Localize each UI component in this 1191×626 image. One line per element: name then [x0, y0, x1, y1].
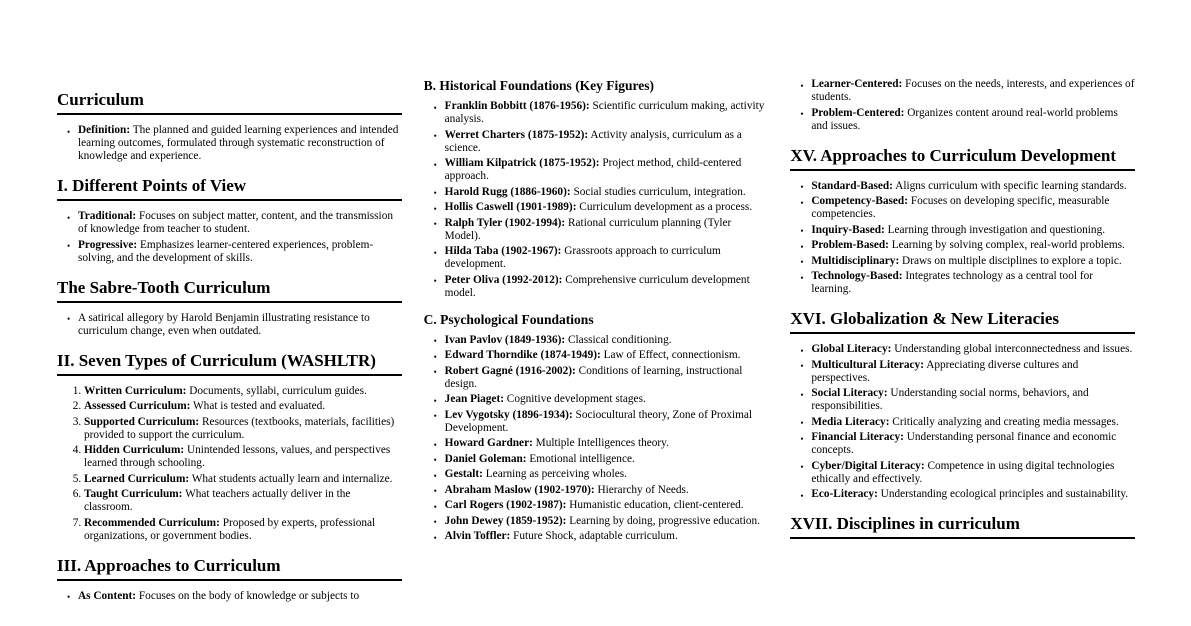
list-item-term: Learned Curriculum: — [84, 472, 190, 485]
list-item: • Learner-Centered: Focuses on the needs, interests, and experiences of students. — [811, 78, 1135, 104]
list-item-term: Progressive: — [78, 238, 138, 251]
list-item: 3. Supported Curriculum: Resources (textbooks, materials, facilities) provided to support the curriculum. — [84, 416, 402, 442]
numbered-list — [57, 385, 402, 543]
section-heading: B. Historical Foundations (Key Figures) — [423, 78, 655, 93]
list-item-term: Daniel Goleman: — [444, 452, 527, 465]
list-item-term: Media Literacy: — [811, 415, 890, 428]
list-item: • Howard Gardner: Multiple Intelligences theory. — [445, 437, 769, 450]
list-item: • Standard-Based: Aligns curriculum with specific learning standards. — [811, 180, 1135, 193]
list-item: • Media Literacy: Critically analyzing and creating media messages. — [811, 416, 1135, 429]
list-item-term: Problem-Based: — [811, 239, 889, 251]
section-heading: XVI. Globalization & New Literacies — [790, 309, 1135, 334]
list-item-term: Problem-Centered: — [811, 106, 905, 119]
list-item-term: Ivan Pavlov (1849-1936): — [444, 333, 566, 346]
list-item: • Problem-Based: Learning by solving complex, real-world problems. — [811, 239, 1135, 252]
list-item-term: Assessed Curriculum: — [84, 400, 191, 412]
list-item: • Carl Rogers (1902-1987): Humanistic education, client-centered. — [445, 499, 769, 512]
list-item-term: Edward Thorndike (1874-1949): — [444, 349, 601, 361]
list-item-term: Lev Vygotsky (1896-1934): — [444, 408, 573, 421]
section-heading: I. Different Points of View — [57, 176, 402, 201]
list-item-term: Supported Curriculum: — [84, 415, 200, 428]
bullet-list — [57, 312, 402, 338]
list-item: • Harold Rugg (1886-1960): Social studies curriculum, integration. — [445, 186, 769, 199]
list-item-term: Financial Literacy: — [811, 431, 904, 443]
list-item: • William Kilpatrick (1875-1952): Project method, child-centered approach. — [445, 157, 769, 183]
column-1 — [57, 78, 402, 626]
list-item: • Cyber/Digital Literacy: Competence in using digital technologies ethically and effectively. — [811, 460, 1135, 486]
list-item: • Multidisciplinary: Draws on multiple disciplines to explore a topic. — [811, 255, 1135, 268]
list-item: • Franklin Bobbitt (1876-1956): Scientific curriculum making, activity analysis. — [445, 100, 769, 126]
list-item: • Gestalt: Learning as perceiving wholes. — [445, 468, 769, 481]
list-item-term: Multidisciplinary: — [811, 254, 900, 267]
list-item-term: Learner-Centered: — [811, 78, 903, 90]
list-item-term: Carl Rogers (1902-1987): — [444, 499, 567, 511]
list-item: • Traditional: Focuses on subject matter, content, and the transmission of knowledge from teacher to student. — [78, 210, 402, 236]
list-item-term: Robert Gagné (1916-2002): — [444, 364, 576, 377]
list-item-term: Jean Piaget: — [444, 393, 504, 405]
list-item-term: Written Curriculum: — [84, 384, 187, 397]
list-item: • Global Literacy: Understanding global interconnectedness and issues. — [811, 343, 1135, 356]
list-item-term: Cyber/Digital Literacy: — [811, 459, 925, 472]
list-item: • Inquiry-Based: Learning through investigation and questioning. — [811, 224, 1135, 237]
list-item-term: Hilda Taba (1902-1967): — [444, 245, 562, 257]
list-item-term: Global Literacy: — [811, 343, 892, 355]
list-item: 4. Hidden Curriculum: Unintended lessons, values, and perspectives learned through schooling. — [84, 444, 402, 470]
list-item-term: Recommended Curriculum: — [84, 516, 220, 529]
list-item: • Definition: The planned and guided learning experiences and intended learning outcomes, formulated through systematic reconstruction of knowledge and experience. — [78, 124, 402, 163]
section-heading: The Sabre-Tooth Curriculum — [57, 278, 402, 303]
list-item: • Hollis Caswell (1901-1989): Curriculum development as a process. — [445, 201, 769, 214]
list-item-term: Multicultural Literacy: — [811, 358, 924, 371]
list-item-term: Standard-Based: — [811, 179, 893, 192]
list-item-term: Werret Charters (1875-1952): — [444, 128, 589, 141]
section-heading: II. Seven Types of Curriculum (WASHLTR) — [57, 351, 402, 376]
section-heading: III. Approaches to Curriculum — [57, 556, 402, 581]
bullet-list — [424, 100, 769, 300]
list-item: • Hilda Taba (1902-1967): Grassroots approach to curriculum development. — [445, 245, 769, 271]
list-item: • Problem-Centered: Organizes content around real-world problems and issues. — [811, 107, 1135, 133]
list-item-term: Franklin Bobbitt (1876-1956): — [444, 100, 590, 112]
list-item-term: Howard Gardner: — [444, 437, 533, 449]
bullet-list — [424, 334, 769, 544]
list-item: 5. Learned Curriculum: What students actually learn and internalize. — [84, 473, 402, 486]
list-item: • Jean Piaget: Cognitive development stages. — [445, 393, 769, 406]
list-item-term: As Content: — [78, 589, 137, 602]
list-item: • Social Literacy: Understanding social norms, behaviors, and responsibilities. — [811, 387, 1135, 413]
list-item-term: Competency-Based: — [811, 195, 908, 207]
list-item: • Progressive: Emphasizes learner-centered experiences, problem-solving, and the development of skills. — [78, 239, 402, 265]
list-item: 6. Taught Curriculum: What teachers actually deliver in the classroom. — [84, 488, 402, 514]
list-item-term: Ralph Tyler (1902-1994): — [444, 216, 566, 229]
list-item: 2. Assessed Curriculum: What is tested and evaluated. — [84, 400, 402, 413]
list-item-term: Hollis Caswell (1901-1989): — [444, 201, 577, 213]
list-item: • A satirical allegory by Harold Benjamin illustrating resistance to curriculum change, even when outdated. — [78, 312, 402, 338]
list-item: • As Content: Focuses on the body of knowledge or subjects to — [78, 590, 402, 603]
list-item-term: Harold Rugg (1886-1960): — [444, 185, 571, 198]
list-item: 1. Written Curriculum: Documents, syllabi, curriculum guides. — [84, 385, 402, 398]
list-item: • Abraham Maslow (1902-1970): Hierarchy of Needs. — [445, 484, 769, 497]
bullet-list — [57, 590, 402, 603]
list-item-term: William Kilpatrick (1875-1952): — [444, 157, 600, 169]
list-item: • Lev Vygotsky (1896-1934): Sociocultural theory, Zone of Proximal Development. — [445, 409, 769, 435]
list-item-term: Technology-Based: — [811, 270, 903, 282]
list-item-term: Peter Oliva (1992-2012): — [444, 273, 563, 286]
list-item: • Multicultural Literacy: Appreciating diverse cultures and perspectives. — [811, 359, 1135, 385]
list-item: • Ralph Tyler (1902-1994): Rational curriculum planning (Tyler Model). — [445, 217, 769, 243]
section-heading: XV. Approaches to Curriculum Development — [790, 146, 1135, 171]
list-item: • Werret Charters (1875-1952): Activity analysis, curriculum as a science. — [445, 129, 769, 155]
list-item-term: Gestalt: — [444, 468, 483, 480]
bullet-list — [57, 124, 402, 163]
list-item: • Daniel Goleman: Emotional intelligence. — [445, 453, 769, 466]
list-item-term: Definition: — [78, 124, 131, 136]
column-2 — [424, 78, 769, 626]
column-3 — [790, 78, 1135, 626]
list-item: 7. Recommended Curriculum: Proposed by experts, professional organizations, or government bodies. — [84, 517, 402, 543]
section-heading: C. Psychological Foundations — [423, 311, 594, 327]
list-item: • Robert Gagné (1916-2002): Conditions of learning, instructional design. — [445, 365, 769, 391]
list-item: • Financial Literacy: Understanding personal finance and economic concepts. — [811, 431, 1135, 457]
list-item: • John Dewey (1859-1952): Learning by doing, progressive education. — [445, 515, 769, 528]
list-item: • Peter Oliva (1992-2012): Comprehensive curriculum development model. — [445, 274, 769, 300]
list-item-term: John Dewey (1859-1952): — [444, 514, 567, 527]
bullet-list — [790, 180, 1135, 297]
bullet-list — [790, 78, 1135, 133]
list-item-term: Hidden Curriculum: — [84, 444, 185, 456]
list-item: • Technology-Based: Integrates technology as a central tool for learning. — [811, 270, 1135, 296]
section-heading: Curriculum — [57, 90, 402, 115]
section-heading: XVII. Disciplines in curriculum — [790, 514, 1135, 539]
list-item-term: Social Literacy: — [811, 387, 888, 399]
list-item: • Eco-Literacy: Understanding ecological principles and sustainability. — [811, 488, 1135, 501]
list-item-term: Inquiry-Based: — [811, 223, 885, 236]
bullet-list — [57, 210, 402, 265]
list-item-term: Eco-Literacy: — [811, 488, 878, 500]
list-item: • Competency-Based: Focuses on developing specific, measurable competencies. — [811, 195, 1135, 221]
list-item-term: Taught Curriculum: — [84, 488, 183, 500]
list-item-term: Alvin Toffler: — [444, 530, 511, 542]
list-item: • Edward Thorndike (1874-1949): Law of Effect, connectionism. — [445, 349, 769, 362]
list-item-term: Traditional: — [78, 210, 137, 222]
list-item: • Alvin Toffler: Future Shock, adaptable curriculum. — [445, 530, 769, 543]
list-item: • Ivan Pavlov (1849-1936): Classical conditioning. — [445, 334, 769, 347]
bullet-list — [790, 343, 1135, 501]
list-item-term: Abraham Maslow (1902-1970): — [444, 483, 595, 496]
